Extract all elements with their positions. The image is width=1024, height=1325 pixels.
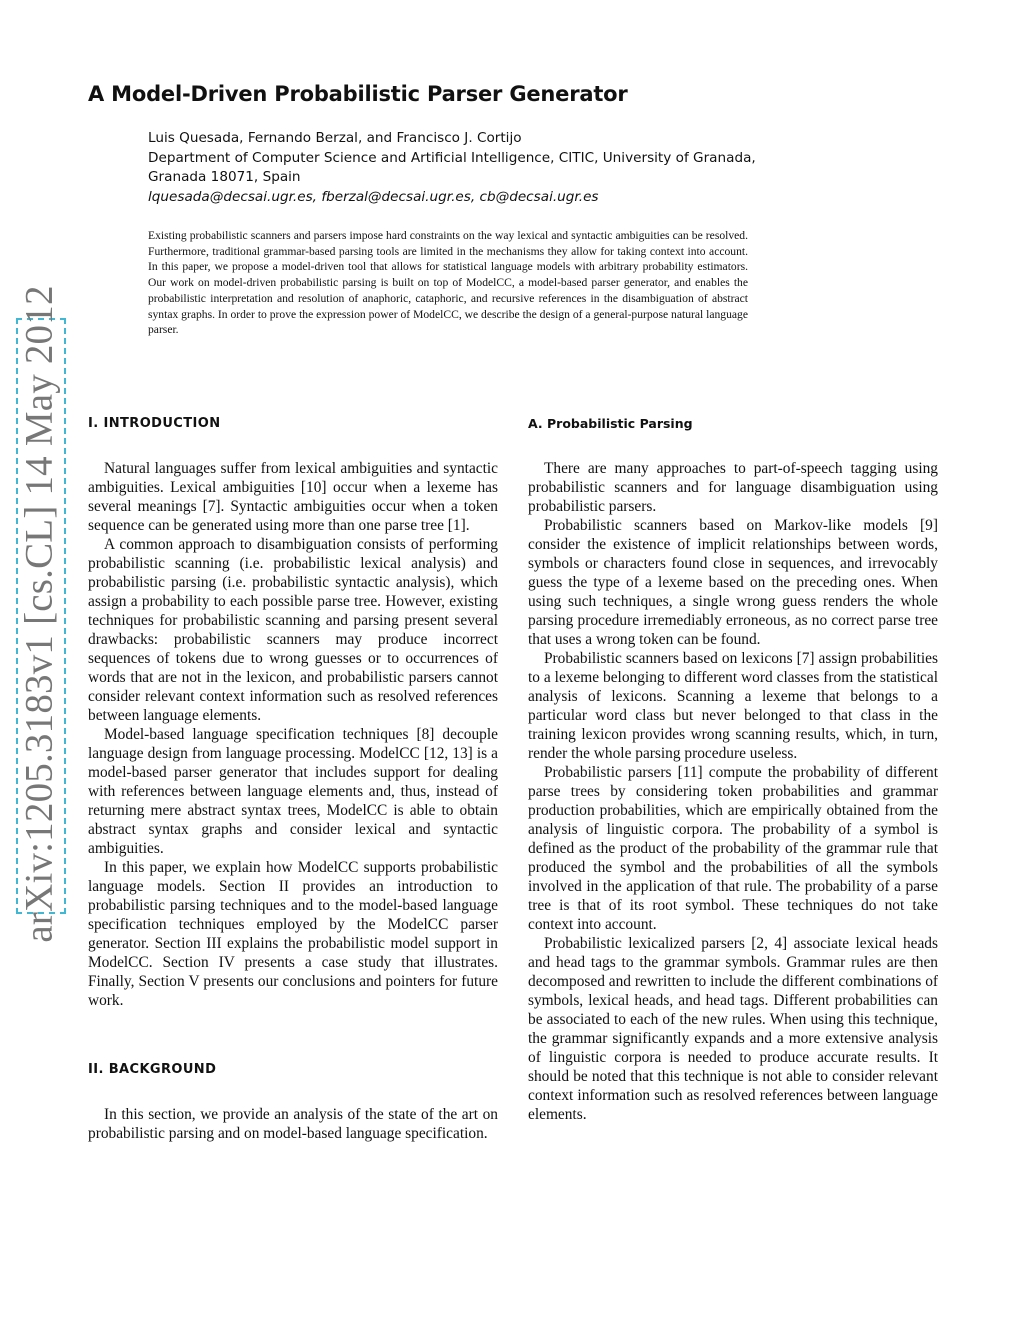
affiliation-line-2: Granada 18071, Spain bbox=[148, 169, 301, 185]
pp-paragraph-2: Probabilistic scanners based on Markov-like models [9] consider the existence of implicit relationships between words, symbols or characters found close in sequences, and irrevocably guess the type of a lexeme based on the preceding ones. When using such techniques, a single wrong guess renders the whole parsing procedure irremediably erroneous, as no correct parse tree that uses a wrong token can be found. bbox=[528, 517, 938, 648]
arxiv-stamp[interactable]: arXiv:1205.3183v1 [cs.CL] 14 May 2012 bbox=[17, 285, 61, 943]
intro-paragraph-1: Natural languages suffer from lexical ambiguities and syntactic ambiguities. Lexical ambiguities [10] occur when a lexeme has several meanings [7]. Syntactic ambiguities occur when a token sequence can be generated using more than one parse tree [1]. bbox=[88, 460, 498, 534]
background-heading: II. BACKGROUND bbox=[88, 1062, 217, 1077]
background-paragraph-1: In this section, we provide an analysis of the state of the art on probabilistic parsing and on model-based language specification. bbox=[88, 1106, 498, 1142]
paper-title: A Model-Driven Probabilistic Parser Generator bbox=[88, 82, 628, 106]
pp-paragraph-4: Probabilistic parsers [11] compute the probability of different parse trees by considering token probabilities and grammar production probabilities, which are empirically obtained from the analysis of linguistic corpora. The probability of a symbol is defined as the product of the probability of the grammar rule that produced the symbol and the probabilities of all the symbols involved in the application of that rule. The probability of a parse tree is that of its root symbol. These techniques do not take context into account. bbox=[528, 764, 938, 933]
abstract: Existing probabilistic scanners and parsers impose hard constraints on the way lexical and syntactic ambiguities can be resolved. Furthermore, traditional grammar-based parsing tools are limited in the mechanisms they allow for taking context into account. In this paper, we propose a model-driven tool that allows for statistical language models with arbitrary probability estimators. Our work on model-driven probabilistic parsing is built on top of ModelCC, a model-based parser generator, and enables the probabilistic interpretation and resolution of anaphoric, cataphoric, and recursive references in the disambiguation of abstract syntax graphs. In order to prove the expression power of ModelCC, we describe the design of a general-purpose natural language parser. bbox=[148, 229, 748, 337]
author-emails[interactable]: lquesada@decsai.ugr.es, fberzal@decsai.ugr.es, cb@decsai.ugr.es bbox=[148, 189, 599, 205]
intro-paragraph-4: In this paper, we explain how ModelCC supports probabilistic language models. Section II provides an introduction to probabilistic parsing techniques and to the model-based language specification techniques employed by the ModelCC parser generator. Section III explains the probabilistic model support in ModelCC. Section IV presents a case study that illustrates. Finally, Section V presents our conclusions and pointers for future work. bbox=[88, 859, 498, 1009]
probabilistic-parsing-heading: A. Probabilistic Parsing bbox=[528, 416, 693, 431]
intro-paragraph-2: A common approach to disambiguation consists of performing probabilistic scanning (i.e. probabilistic lexical analysis) and probabilistic parsing (i.e. probabilistic syntactic analysis), which assign a probability to each possible parse tree. However, existing techniques for probabilistic scanning and parsing present several drawbacks: probabilistic scanners may produce incorrect sequences of tokens due to wrong guesses or to occurrences of words that are not in the lexicon, and probabilistic parsers cannot consider relevant context information such as resolved references between language elements. bbox=[88, 536, 498, 724]
pp-paragraph-3: Probabilistic scanners based on lexicons [7] assign probabilities to a lexeme belonging to different word classes from the statistical analysis of lexicons. Scanning a lexeme that belongs to a particular word class but never belonged to that class in the training lexicon provides wrong scanning results, which, in turn, render the whole parsing procedure useless. bbox=[528, 650, 938, 762]
affiliation-line-1: Department of Computer Science and Artificial Intelligence, CITIC, University of Granada, bbox=[148, 150, 756, 166]
left-column bbox=[88, 416, 498, 1143]
pp-paragraph-1: There are many approaches to part-of-speech tagging using probabilistic scanners and for language disambiguation using probabilistic parsers. bbox=[528, 460, 938, 515]
authors: Luis Quesada, Fernando Berzal, and Francisco J. Cortijo bbox=[148, 130, 522, 146]
intro-heading: I. INTRODUCTION bbox=[88, 416, 221, 431]
pp-paragraph-5: Probabilistic lexicalized parsers [2, 4] associate lexical heads and head tags to the grammar symbols. Grammar rules are then decomposed and rewritten to include the different combinations of symbols, lexical heads, and head tags. Different probabilities can be associated to each of the new rules. When using this technique, the grammar significantly expands and a more extensive analysis of linguistic corpora is needed to produce accurate results. It should be noted that this technique is not able to consider relevant context information such as resolved references between language elements. bbox=[528, 935, 939, 1123]
right-column bbox=[528, 416, 938, 1124]
intro-paragraph-3: Model-based language specification techniques [8] decouple language design from language processing. ModelCC [12, 13] is a model-based parser generator that includes support for dealing with references between language elements and, thus, instead of returning mere abstract syntax trees, ModelCC is able to obtain abstract syntax graphs and consider lexical and syntactic ambiguities. bbox=[88, 726, 498, 857]
